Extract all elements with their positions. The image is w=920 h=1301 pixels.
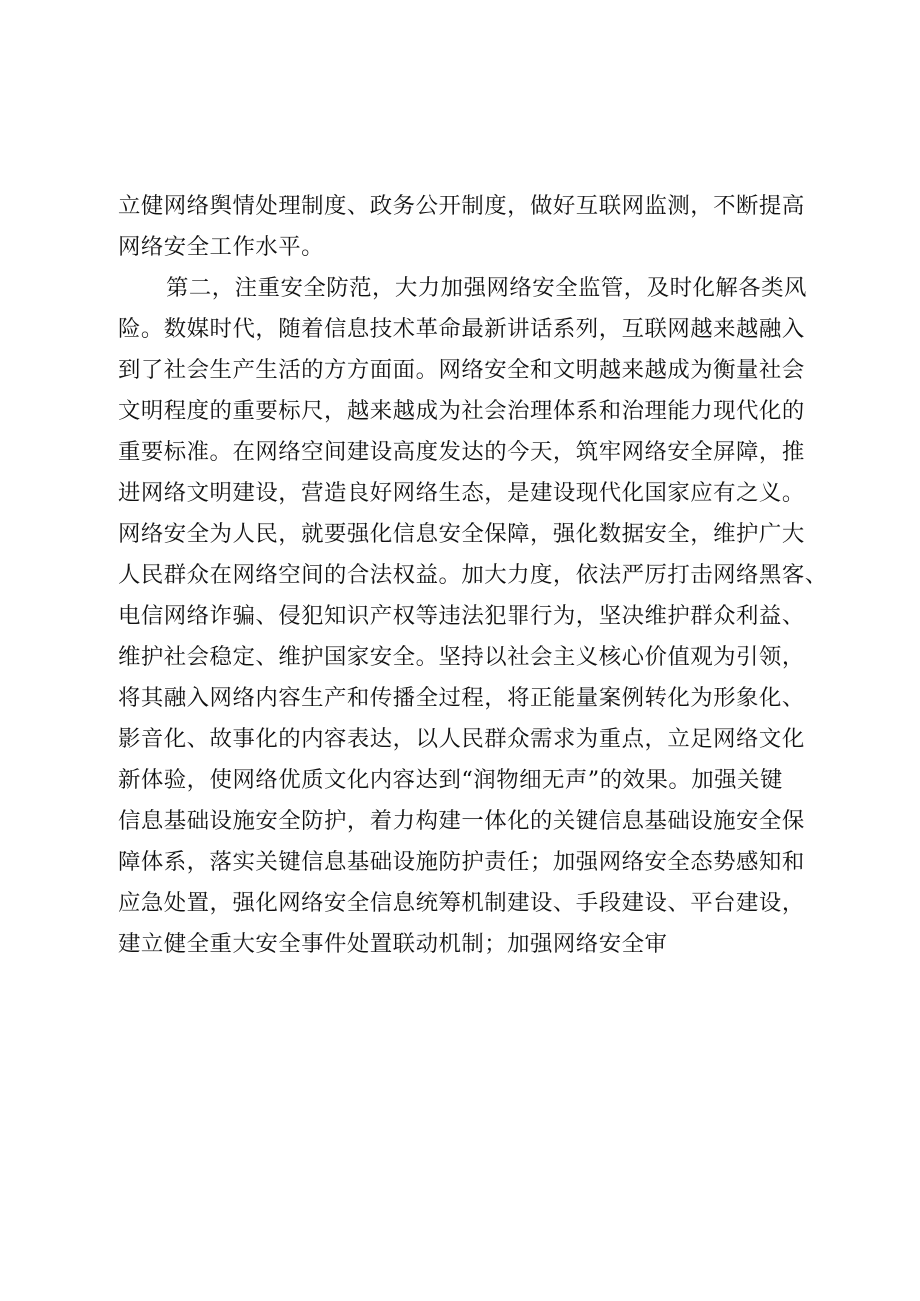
text-line: 电信网络诈骗、侵犯知识产权等违法犯罪行为，坚决维护群众利益、 (118, 603, 805, 629)
paragraph-start-line: 第二，注重安全防范，大力加强网络安全监管，及时化解各类风 (166, 275, 807, 301)
text-line: 影音化、故事化的内容表达，以人民群众需求为重点，立足网络文化 (118, 726, 805, 752)
text-line: 网络安全为人民，就要强化信息安全保障，强化数据安全，维护广大 (118, 521, 805, 547)
text-line: 重要标准。在网络空间建设高度发达的今天，筑牢网络安全屏障，推 (118, 439, 805, 465)
text-line: 新体验，使网络优质文化内容达到“润物细无声”的效果。加强关键 (118, 767, 783, 793)
text-line: 维护社会稳定、维护国家安全。坚持以社会主义核心价值观为引领， (118, 644, 805, 670)
text-line: 立健网络舆情处理制度、政务公开制度，做好互联网监测，不断提高 (118, 193, 805, 219)
text-line: 信息基础设施安全防护，着力构建一体化的关键信息基础设施安全保 (118, 808, 805, 834)
text-line: 网络安全工作水平。 (118, 234, 325, 260)
body-text (118, 186, 838, 965)
text-line: 人民群众在网络空间的合法权益。加大力度，依法严厉打击网络黑客、 (118, 562, 828, 588)
text-line: 障体系，落实关键信息基础设施防护责任；加强网络安全态势感知和 (118, 849, 805, 875)
text-line: 建立健全重大安全事件处置联动机制；加强网络安全审 (118, 931, 668, 957)
text-line: 应急处置，强化网络安全信息统筹机制建设、手段建设、平台建设， (118, 890, 805, 916)
text-line: 险。数媒时代，随着信息技术革命最新讲话系列，互联网越来越融入 (118, 316, 805, 342)
text-line: 进网络文明建设，营造良好网络生态，是建设现代化国家应有之义。 (118, 480, 805, 506)
text-line: 将其融入网络内容生产和传播全过程，将正能量案例转化为形象化、 (118, 685, 805, 711)
text-line: 到了社会生产生活的方方面面。网络安全和文明越来越成为衡量社会 (118, 357, 805, 383)
text-line: 文明程度的重要标尺，越来越成为社会治理体系和治理能力现代化的 (118, 398, 805, 424)
